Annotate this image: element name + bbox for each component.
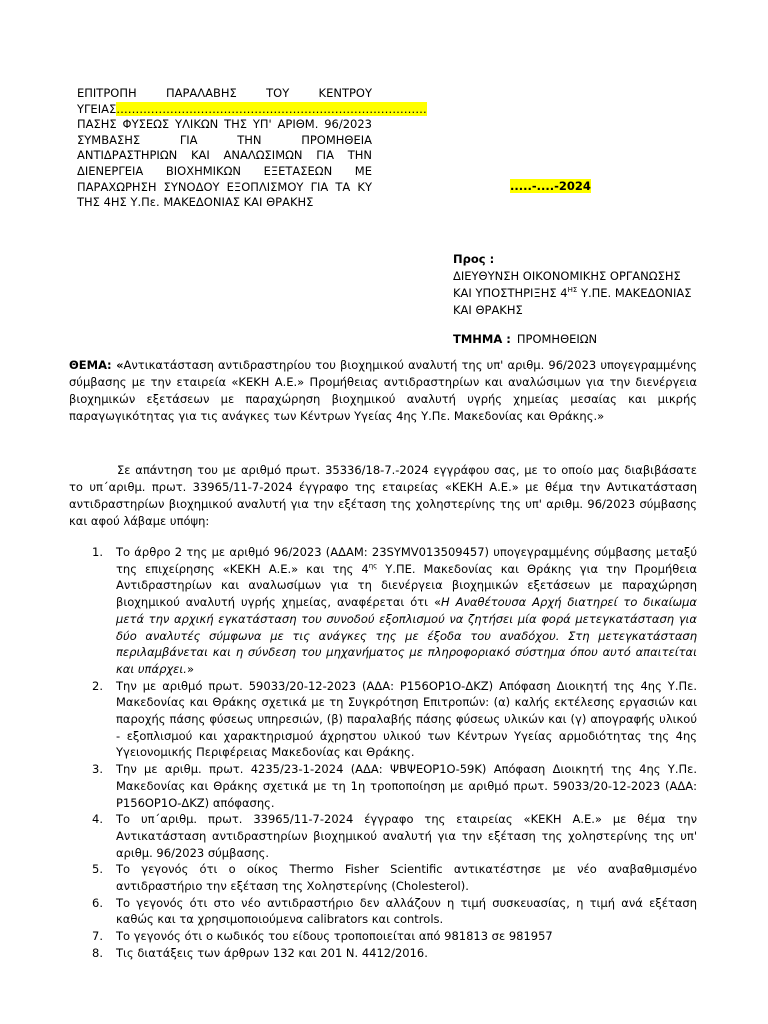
sender-line: ΑΝΤΙΔΡΑΣΤΗΡΙΩΝ ΚΑΙ ΑΝΑΛΩΣΙΜΩΝ ΓΙΑ ΤΗΝ: [77, 148, 372, 163]
list-item: [69, 544, 697, 678]
sender-block: [77, 86, 427, 211]
sender-line: ΣΥΜΒΑΣΗΣ ΓΙΑ ΤΗΝ ΠΡΟΜΗΘΕΙΑ: [77, 132, 372, 147]
list-item-text: Το γεγονός ότι ο οίκος Thermo Fisher Scientific αντικατέστησε με νέο αναβαθμισμένο αντιδραστήριο την εξέταση της Χοληστερίνης (Cholesterol).: [116, 862, 697, 894]
list-item-text: Τις διατάξεις των άρθρων 132 και 201 Ν. 4412/2016.: [116, 945, 428, 960]
department-value: ΠΡΟΜΗΘΕΙΩΝ: [516, 332, 598, 346]
subject-label: ΘΕΜΑ: «: [69, 358, 124, 372]
list-item: [69, 861, 697, 894]
list-item: [69, 945, 697, 962]
list-number: 3.: [92, 762, 103, 777]
recipient-line-text: Υ.ΠΕ. ΜΑΚΕΔΟΝΙΑΣ: [577, 286, 692, 300]
document-date: .....-....-2024: [510, 179, 591, 193]
list-item-text: »: [186, 661, 194, 676]
list-item-text: Υ.ΠΕ. Μακεδονίας και Θράκης για την Προμήθεια Αντιδραστηρίων και αναλωσίμων για τη διενέργεια βιοχημικών εξετάσεων με παραχώρηση βιοχημικού αναλυτή υγρής χημείας, αναφέρεται ότι «: [116, 561, 697, 610]
list-number: 1.: [92, 545, 103, 559]
list-item: [69, 811, 697, 861]
sender-line: ΠΑΡΑΧΩΡΗΣΗ ΣΥΝΟΔΟΥ ΕΞΟΠΛΙΣΜΟΥ ΓΙΑ ΤΑ ΚΥ: [77, 179, 372, 194]
recipient-line: [453, 285, 692, 302]
list-number: 4.: [92, 812, 103, 827]
recipient-line-text: ΚΑΙ ΥΠΟΣΤΗΡΙΞΗΣ 4: [453, 286, 568, 300]
recipient-line: ΚΑΙ ΘΡΑΚΗΣ: [453, 303, 523, 317]
recipient-label: Προς :: [453, 252, 495, 266]
highlighted-blank: ………………………………………………………………………: [116, 101, 427, 116]
subject-text: Αντικατάσταση αντιδραστηρίου του βιοχημικού αναλυτή της υπ' αριθμ. 96/2023 υπογεγραμμένης σύμβασης με την εταιρεία «ΚΕΚΗ Α.Ε.» Προμήθειας αντιδραστηρίων και αναλώσιμων για την διενέργεια βιοχημικών εξετάσεων με παραχώρηση βιοχημικού αναλυτή υγρής χημείας μεσαίας και μικρής παραγωγικότητας για τις ανάγκες των Κέντρων Υγείας 4ης Υ.Πε. Μακεδονίας και Θράκης.»: [69, 358, 697, 423]
recipient-line: ΔΙΕΥΘΥΝΣΗ ΟΙΚΟΝΟΜΙΚΗΣ ΟΡΓΑΝΩΣΗΣ: [453, 269, 681, 283]
sender-line: ΠΑΣΗΣ ΦΥΣΕΩΣ ΥΛΙΚΩΝ ΤΗΣ ΥΠ' ΑΡΙΘΜ. 96/2023: [77, 117, 372, 132]
list-number: 6.: [92, 895, 103, 910]
sender-line: ΕΠΙΤΡΟΠΗ ΠΑΡΑΛΑΒΗΣ ΤΟΥ ΚΕΝΤΡΟΥ: [77, 86, 372, 100]
list-number: 5.: [92, 862, 103, 877]
recipient-block: [453, 251, 692, 319]
list-item: [69, 761, 697, 811]
list-number: 8.: [92, 945, 103, 960]
quoted-clause: Η Αναθέτουσα Αρχή διατηρεί το δικαίωμα μετά την αρχική εγκατάσταση του συνοδού εξοπλισμού να ζητήσει μία φορά μετεγκατάσταση για δύο αναλυτές σύμφωνα με τις ανάγκες της με έξοδα του αναδόχου. Στη μετεγκατάσταση περιλαμβάνεται και η σύνδεση του μηχανήματος με πληροφοριακό σύστημα όπου αυτό απαιτείται και υπάρχει.: [116, 595, 698, 676]
list-item: [69, 895, 697, 928]
department-line: [453, 332, 597, 346]
superscript: ης: [368, 561, 378, 570]
list-item-text: Την με αριθμ. πρωτ. 4235/23-1-2024 (ΑΔΑ: ΨΒΨΕΟΡ1Ο-59Κ) Απόφαση Διοικητή της 4ης Υ.Πε. Μακεδονίας και Θράκης σχετικά με τη 1η τροποποίηση με αριθμό πρωτ. 59033/20-12-2023 (ΑΔΑ: Ρ156ΟΡ1Ο-ΔΚΖ) απόφασης.: [116, 762, 697, 810]
sender-line: [77, 101, 427, 118]
list-item-text: Την με αριθμό πρωτ. 59033/20-12-2023 (ΑΔΑ: Ρ156ΟΡ1Ο-ΔΚΖ) Απόφαση Διοικητή της 4ης Υ.Πε. Μακεδονίας και Θράκης σχετικά με τη Συγκρότηση Επιτροπών: (α) καλής εκτέλεσης εργασιών και παροχής πάσης φύσεως υπηρεσιών, (β) παραλαβής πάσης φύσεως υλικών και (γ) απογραφής υλικού - εξοπλισμού και χαρακτηρισμού άχρηστου υλικού των Κέντρων Υγείας αρμοδιότητας της 4ης Υγειονομικής Περιφέρειας Μακεδονίας και Θράκης.: [116, 678, 697, 760]
list-item-text: Το υπ΄αριθμ. πρωτ. 33965/11-7-2024 έγγραφο της εταιρείας «ΚΕΚΗ Α.Ε.» με θέμα την Αντικατάσταση αντιδραστηρίων βιοχημικού αναλυτή για την εξέταση της χοληστερίνης της υπ' αριθμ. 96/2023 σύμβασης.: [116, 812, 697, 860]
sender-line-prefix: ΥΓΕΙΑΣ: [77, 101, 117, 116]
list-item: [69, 678, 697, 762]
sender-line: ΤΗΣ 4ΗΣ Υ.Πε. ΜΑΚΕΔΟΝΙΑΣ ΚΑΙ ΘΡΑΚΗΣ: [77, 195, 314, 210]
list-number: 2.: [92, 678, 103, 693]
intro-paragraph: Σε απάντηση του με αριθμό πρωτ. 35336/18-7.-2024 εγγράφου σας, με το οποίο μας διαβιβάσατε το υπ΄αριθμ. πρωτ. 33965/11-7-2024 έγγραφο της εταιρείας «ΚΕΚΗ Α.Ε.» με θέμα την Αντικατάσταση αντιδραστηρίων βιοχημικού αναλυτή για την εξέταση της χοληστερίνης της υπ' αριθμ. 96/2023 σύμβασης και αφού λάβαμε υπόψη:: [69, 463, 697, 528]
list-number: 7.: [92, 929, 103, 944]
list-item-text: Το άρθρο 2 της με αριθμό 96/2023 (ΑΔΑΜ: 23SYMV013509457) υπογεγραμμένης σύμβασης μεταξύ της επιχείρησης «ΚΕΚΗ Α.Ε.» και της 4: [116, 545, 697, 576]
list-item-text: Το γεγονός ότι στο νέο αντιδραστήριο δεν αλλάζουν η τιμή συσκευασίας, η τιμή ανά εξέταση καθώς και τα χρησιμοποιούμενα calibrators και controls.: [116, 895, 697, 927]
department-label: ΤΜΗΜΑ :: [453, 332, 511, 346]
list-item: [69, 928, 697, 945]
considerations-list: [69, 544, 697, 962]
sender-line: ΔΙΕΝΕΡΓΕΙΑ ΒΙΟΧΗΜΙΚΩΝ ΕΞΕΤΑΣΕΩΝ ΜΕ: [77, 163, 372, 178]
subject-paragraph: [69, 357, 697, 425]
superscript: ΗΣ: [567, 286, 578, 295]
list-item-text: Το γεγονός ότι ο κωδικός του είδους τροποποιείται από 981813 σε 981957: [116, 929, 553, 944]
